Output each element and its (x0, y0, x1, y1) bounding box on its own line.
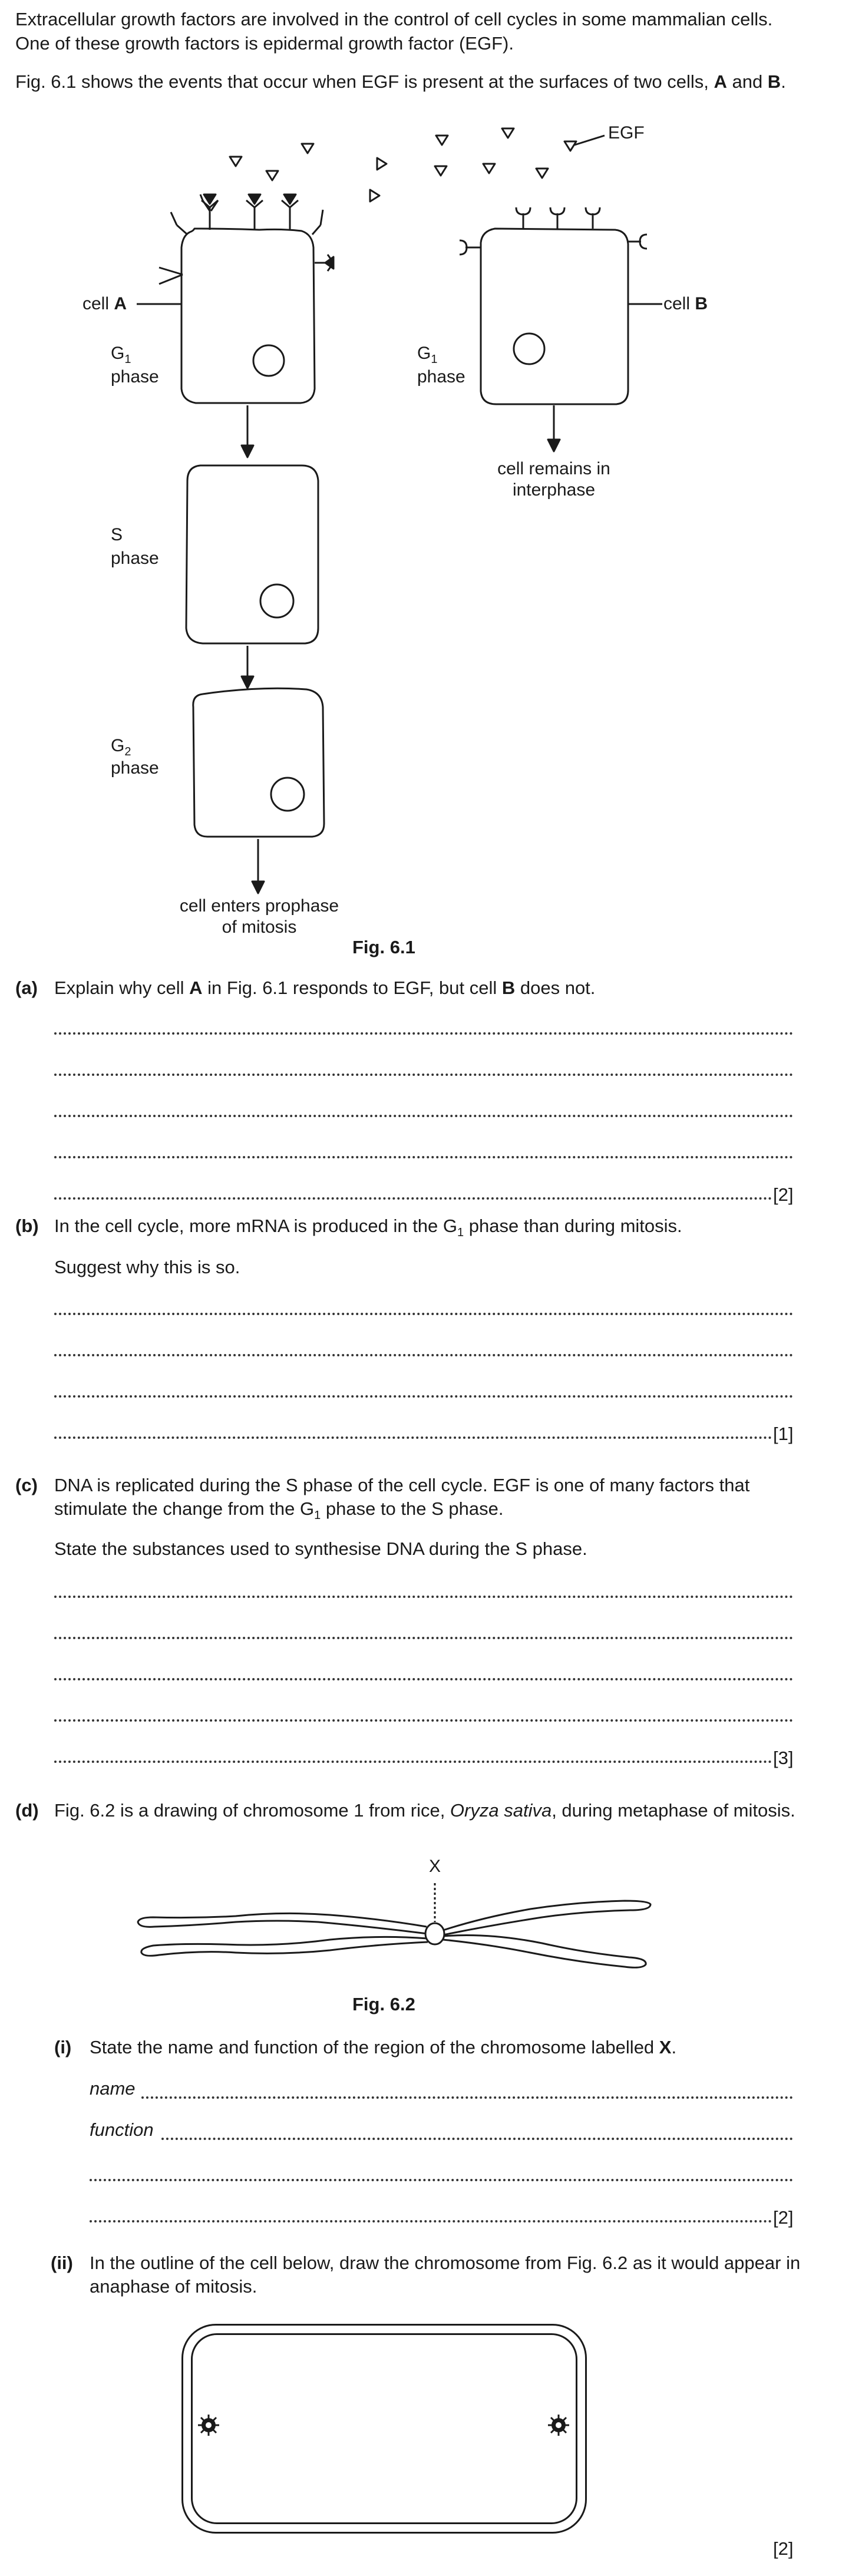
answer-line-c4[interactable] (54, 1719, 793, 1722)
intro-line-1: Extracellular growth factors are involved in the control of cell cycles in some mammalian cells. (15, 9, 773, 29)
q-c-sub: State the substances used to synthesise DNA during the S phase. (54, 1538, 587, 1559)
answer-line-b1[interactable] (54, 1313, 793, 1315)
answer-line-function-3[interactable] (90, 2220, 772, 2222)
answer-line-a1[interactable] (54, 1032, 793, 1035)
answer-line-a4[interactable] (54, 1156, 793, 1158)
g1-label-b: $G_1$ (417, 344, 438, 366)
q-a-marks: [2] (773, 1184, 794, 1205)
x-label: X (429, 1857, 441, 1876)
answer-line-b3[interactable] (54, 1395, 793, 1398)
answer-line-a3[interactable] (54, 1115, 793, 1117)
q-dii-marks: [2] (773, 2538, 794, 2559)
g1-label-a: $G_1$ (111, 344, 131, 366)
fig-6-1-caption: Fig. 6.1 (352, 937, 415, 957)
cell-a-label: cell A (82, 294, 127, 313)
q-b-label: (b) (15, 1216, 39, 1236)
q-d-text: Fig. 6.2 is a drawing of chromosome 1 from rice, Oryza sativa, during metaphase of mitosis. (54, 1800, 795, 1821)
cell-b-label: cell B (663, 294, 708, 313)
figure-6-2-chromosome (0, 1844, 852, 1974)
answer-line-function-1[interactable] (161, 2138, 793, 2140)
q-c-line-1: DNA is replicated during the S phase of the cell cycle. EGF is one of many factors that (54, 1475, 750, 1495)
q-b-text: In the cell cycle, more mRNA is produced in the $G_1$ phase than during mitosis. (54, 1216, 682, 1240)
intro-line-2: One of these growth factors is epidermal growth factor (EGF). (15, 33, 514, 54)
phase-label-g2: phase (111, 758, 159, 778)
g2-label: $G_2$ (111, 736, 131, 758)
q-b-marks: [1] (773, 1424, 794, 1444)
answer-line-name[interactable] (141, 2096, 793, 2099)
q-di-text: State the name and function of the region of the chromosome labelled X. (90, 2037, 677, 2058)
answer-line-a2[interactable] (54, 1074, 793, 1076)
q-dii-line-2: anaphase of mitosis. (90, 2276, 257, 2297)
cell-remains-label: cell remains in interphase (497, 459, 610, 500)
s-label: S (111, 525, 123, 544)
answer-line-c5[interactable] (54, 1761, 772, 1763)
phase-label-g1b: phase (417, 367, 465, 387)
phase-label-s: phase (111, 549, 159, 568)
q-c-marks: [3] (773, 1748, 794, 1768)
answer-line-c2[interactable] (54, 1637, 793, 1639)
egf-label: EGF (608, 123, 645, 143)
answer-line-a5[interactable] (54, 1197, 772, 1200)
prophase-label: cell enters prophase of mitosis (179, 896, 339, 937)
centriole-right-icon (544, 2411, 573, 2439)
answer-line-b2[interactable] (54, 1354, 793, 1356)
fig-6-2-caption: Fig. 6.2 (352, 1994, 415, 2014)
name-label: name (90, 2078, 136, 2099)
phase-label-g1a: phase (111, 367, 159, 387)
q-a-label: (a) (15, 977, 38, 998)
answer-line-c1[interactable] (54, 1596, 793, 1598)
centriole-left-icon (194, 2411, 223, 2439)
answer-line-c3[interactable] (54, 1678, 793, 1680)
figure-6-1 (0, 106, 852, 955)
intro-fig-ref: Fig. 6.1 shows the events that occur when EGF is present at the surfaces of two cells, A and B. (15, 71, 786, 92)
q-a-text: Explain why cell A in Fig. 6.1 responds to EGF, but cell B does not. (54, 977, 596, 998)
q-dii-label: (ii) (51, 2253, 73, 2273)
q-di-marks: [2] (773, 2207, 794, 2228)
q-d-label: (d) (15, 1800, 39, 1821)
answer-line-function-2[interactable] (90, 2179, 793, 2181)
answer-line-b4[interactable] (54, 1436, 772, 1439)
cell-drawing-area[interactable] (191, 2333, 577, 2524)
q-b-sub: Suggest why this is so. (54, 1257, 240, 1277)
q-di-label: (i) (54, 2037, 72, 2058)
q-c-label: (c) (15, 1475, 38, 1495)
function-label: function (90, 2119, 154, 2140)
q-dii-line-1: In the outline of the cell below, draw the chromosome from Fig. 6.2 as it would appear in (90, 2253, 801, 2273)
q-c-line-2: stimulate the change from the $G_1$ phase to the S phase. (54, 1498, 504, 1523)
